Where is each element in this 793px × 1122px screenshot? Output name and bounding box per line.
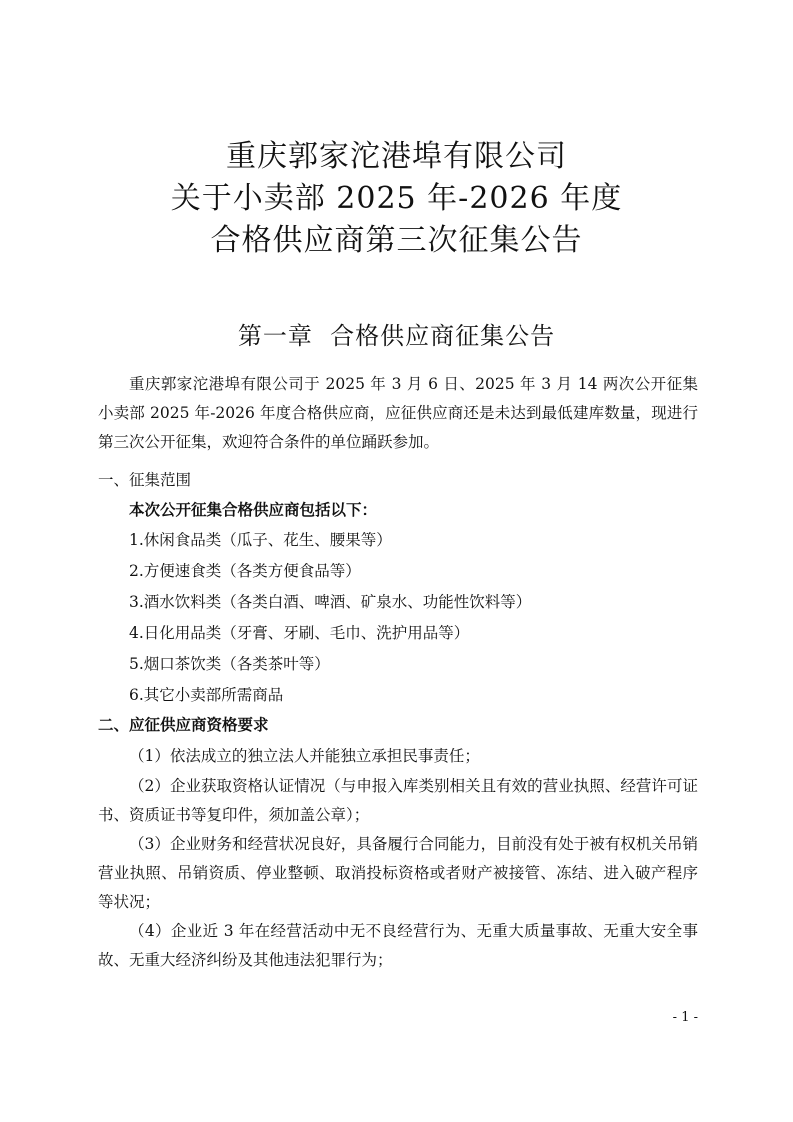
section2-heading: 二、应征供应商资格要求 (98, 716, 269, 734)
requirement-item: （3）企业财务和经营状况良好，具备履行合同能力，目前没有处于被有权机关吊销营业执照、吊销资质、停业整顿、取消投标资格或者财产被接管、冻结、进入破产程序等状况； (98, 835, 698, 911)
scope-item: 1.休闲食品类（瓜子、花生、腰果等） (129, 531, 392, 549)
scope-item: 3.酒水饮料类（各类白酒、啤酒、矿泉水、功能性饮料等） (129, 593, 532, 611)
title-line-1: 重庆郭家沱港埠有限公司 (226, 139, 567, 174)
scope-item: 2.方便速食类（各类方便食品等） (129, 562, 361, 580)
scope-item: 6.其它小卖部所需商品 (129, 686, 284, 704)
intro-paragraph: 重庆郭家沱港埠有限公司于 2025 年 3 月 6 日、2025 年 3 月 14 两次公开征集小卖部 2025 年-2026 年度合格供应商，应征供应商还是未达到最低建库数量，现进行第三次公开征集，欢迎符合条件的单位踊跃参加。 (98, 375, 698, 451)
section1-heading: 一、征集范围 (98, 471, 192, 489)
requirement-item: （1）依法成立的独立法人并能独立承担民事责任； (129, 747, 480, 765)
scope-item: 5.烟口茶饮类（各类茶叶等） (129, 655, 330, 673)
chapter-title: 第一章 合格供应商征集公告 (237, 322, 556, 350)
scope-item: 4.日化用品类（牙膏、牙刷、毛巾、洗护用品等） (129, 624, 470, 642)
title-line-2: 关于小卖部 2025 年-2026 年度 (170, 181, 623, 216)
requirement-item: （4）企业近 3 年在经营活动中无不良经营行为、无重大质量事故、无重大安全事故、无重大经济纠纷及其他违法犯罪行为； (98, 922, 698, 969)
requirement-item: （2）企业获取资格认证情况（与申报入库类别相关且有效的营业执照、经营许可证书、资质证书等复印件，须加盖公章）； (98, 777, 698, 824)
page-number: - 1 - (672, 1010, 698, 1025)
section1-lead: 本次公开征集合格供应商包括以下： (129, 501, 378, 519)
title-line-3: 合格供应商第三次征集公告 (210, 223, 583, 258)
